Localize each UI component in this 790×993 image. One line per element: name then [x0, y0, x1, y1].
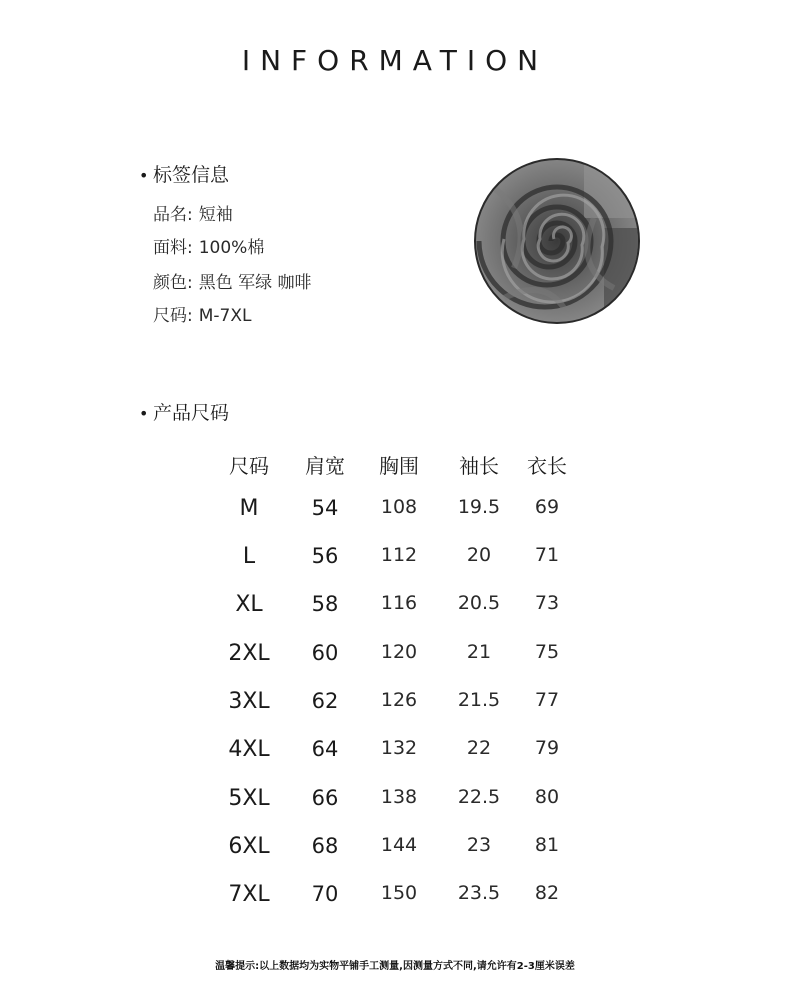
table-cell: XL — [235, 592, 263, 617]
table-cell: 81 — [534, 834, 560, 856]
table-cell: 58 — [311, 592, 339, 616]
table-cell: 75 — [534, 641, 560, 663]
table-cell: 3XL — [228, 689, 270, 714]
table-cell: 73 — [534, 592, 560, 614]
table-cell: 23.5 — [457, 882, 501, 904]
table-row — [210, 641, 590, 681]
column-header: 尺码 — [229, 454, 269, 478]
table-cell: 64 — [311, 737, 339, 761]
table-cell: 60 — [311, 641, 339, 665]
product-size-heading — [139, 398, 229, 425]
table-cell: 22.5 — [457, 786, 501, 808]
column-header: 肩宽 — [305, 454, 345, 478]
table-cell: 70 — [311, 882, 339, 906]
table-cell: 144 — [380, 834, 418, 856]
table-cell: 69 — [534, 496, 560, 518]
info-value: M-7XL — [198, 306, 252, 326]
measurement-note: 温馨提示:以上数据均为实物平铺手工测量,因测量方式不同,请允许有2-3厘米误差 — [215, 961, 575, 972]
table-row — [210, 834, 590, 874]
table-cell: 66 — [311, 786, 339, 810]
info-label: 面料: — [153, 238, 193, 258]
table-cell: L — [242, 544, 256, 569]
table-cell: 68 — [311, 834, 339, 858]
info-row-color — [153, 268, 312, 293]
column-header: 袖长 — [459, 454, 499, 478]
table-cell: 71 — [534, 544, 560, 566]
fabric-swirl-icon — [474, 158, 640, 324]
table-header-row — [210, 450, 590, 490]
info-value: 100%棉 — [198, 238, 265, 258]
table-row — [210, 496, 590, 536]
table-cell: 108 — [380, 496, 418, 518]
table-cell: 120 — [380, 641, 418, 663]
table-cell: 22 — [466, 737, 492, 759]
column-header: 胸围 — [379, 454, 419, 478]
info-label: 颜色: — [153, 273, 193, 293]
table-cell: 138 — [380, 786, 418, 808]
table-row — [210, 882, 590, 922]
table-cell: 6XL — [228, 834, 270, 859]
page-title: INFORMATION — [241, 44, 549, 77]
info-value: 黑色 军绿 咖啡 — [198, 273, 312, 293]
table-row — [210, 786, 590, 826]
table-cell: 21 — [466, 641, 492, 663]
table-cell: 80 — [534, 786, 560, 808]
table-cell: 132 — [380, 737, 418, 759]
bullet-icon: • — [139, 404, 149, 423]
table-cell: 126 — [380, 689, 418, 711]
bullet-icon: • — [139, 166, 149, 185]
table-cell: 4XL — [228, 737, 270, 762]
table-row — [210, 544, 590, 584]
table-row — [210, 592, 590, 632]
table-cell: 20.5 — [457, 592, 501, 614]
info-value: 短袖 — [198, 205, 233, 225]
info-row-name — [153, 200, 233, 225]
table-row — [210, 689, 590, 729]
table-row — [210, 737, 590, 777]
table-cell: M — [239, 496, 259, 521]
table-cell: 150 — [380, 882, 418, 904]
info-row-size — [153, 301, 251, 326]
info-label: 尺码: — [153, 306, 193, 326]
table-cell: 62 — [311, 689, 339, 713]
table-cell: 82 — [534, 882, 560, 904]
table-cell: 7XL — [228, 882, 270, 907]
info-label: 品名: — [153, 205, 193, 225]
product-size-heading-text: 产品尺码 — [153, 402, 230, 424]
table-cell: 79 — [534, 737, 560, 759]
table-cell: 116 — [380, 592, 418, 614]
column-header: 衣长 — [527, 454, 567, 478]
info-row-fabric — [153, 233, 264, 258]
table-cell: 112 — [380, 544, 418, 566]
table-cell: 54 — [311, 496, 339, 520]
table-cell: 77 — [534, 689, 560, 711]
table-cell: 56 — [311, 544, 339, 568]
table-cell: 23 — [466, 834, 492, 856]
table-cell: 2XL — [228, 641, 270, 666]
tag-info-heading — [139, 160, 229, 187]
table-cell: 21.5 — [457, 689, 501, 711]
table-cell: 5XL — [228, 786, 270, 811]
table-cell: 19.5 — [457, 496, 501, 518]
tag-info-heading-text: 标签信息 — [153, 164, 230, 186]
table-cell: 20 — [466, 544, 492, 566]
